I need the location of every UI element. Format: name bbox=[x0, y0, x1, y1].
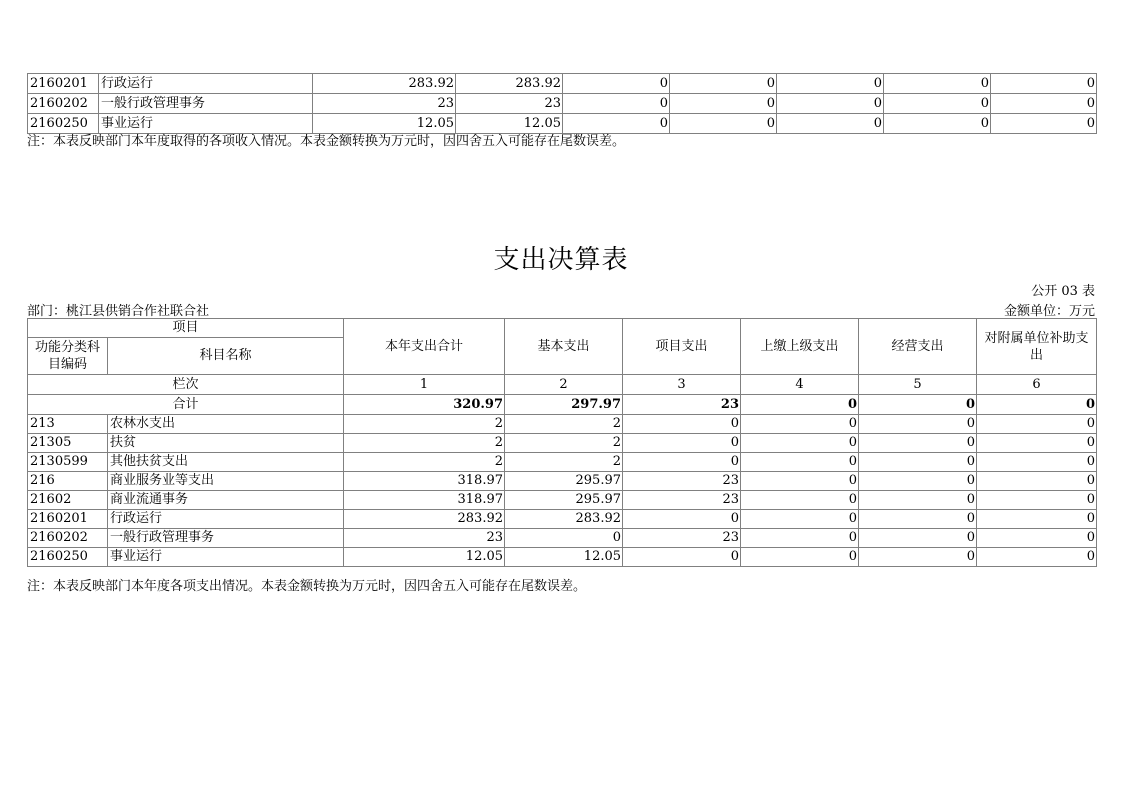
subject-code: 216 bbox=[28, 472, 108, 491]
subject-name: 行政运行 bbox=[99, 74, 313, 94]
amount-cell: 0 bbox=[563, 94, 670, 114]
subject-code: 21602 bbox=[28, 491, 108, 510]
amount-cell: 0 bbox=[741, 510, 859, 529]
table-row bbox=[28, 74, 1097, 94]
amount-cell: 283.92 bbox=[313, 74, 456, 94]
table-row bbox=[28, 415, 1097, 434]
amount-cell: 2 bbox=[344, 415, 505, 434]
table-row bbox=[28, 472, 1097, 491]
header-col-1: 本年支出合计 bbox=[344, 319, 505, 375]
amount-cell: 0 bbox=[977, 453, 1097, 472]
amount-cell: 0 bbox=[670, 94, 777, 114]
col-number: 3 bbox=[623, 375, 741, 395]
amount-cell: 0 bbox=[670, 114, 777, 134]
subject-code: 2160202 bbox=[28, 529, 108, 548]
subject-name: 农林水支出 bbox=[108, 415, 344, 434]
subject-name: 其他扶贫支出 bbox=[108, 453, 344, 472]
amount-cell: 23 bbox=[344, 529, 505, 548]
amount-cell: 0 bbox=[859, 491, 977, 510]
subject-code: 2160202 bbox=[28, 94, 99, 114]
amount-cell: 0 bbox=[859, 472, 977, 491]
table-row bbox=[28, 434, 1097, 453]
col-number: 1 bbox=[344, 375, 505, 395]
table-row bbox=[28, 529, 1097, 548]
amount-cell: 0 bbox=[777, 74, 884, 94]
col-number: 4 bbox=[741, 375, 859, 395]
amount-cell: 283.92 bbox=[505, 510, 623, 529]
table-row bbox=[28, 94, 1097, 114]
header-subject-name: 科目名称 bbox=[108, 338, 344, 375]
amount-cell: 23 bbox=[313, 94, 456, 114]
amount-cell: 23 bbox=[623, 472, 741, 491]
col-number: 5 bbox=[859, 375, 977, 395]
subject-name: 一般行政管理事务 bbox=[108, 529, 344, 548]
amount-cell: 0 bbox=[977, 491, 1097, 510]
amount-cell: 0 bbox=[884, 74, 991, 94]
amount-cell: 0 bbox=[741, 491, 859, 510]
header-func-code: 功能分类科目编码 bbox=[28, 338, 108, 375]
total-value: 0 bbox=[977, 395, 1097, 415]
header-lanci: 栏次 bbox=[28, 375, 344, 395]
amount-cell: 2 bbox=[344, 434, 505, 453]
amount-cell: 0 bbox=[991, 94, 1097, 114]
header-col-4: 上缴上级支出 bbox=[741, 319, 859, 375]
amount-cell: 0 bbox=[859, 510, 977, 529]
amount-cell: 0 bbox=[977, 529, 1097, 548]
subject-name: 事业运行 bbox=[108, 548, 344, 567]
total-value: 320.97 bbox=[344, 395, 505, 415]
amount-cell: 0 bbox=[623, 548, 741, 567]
department-label: 部门：桃江县供销合作社联合社 bbox=[27, 304, 210, 319]
subject-name: 商业服务业等支出 bbox=[108, 472, 344, 491]
amount-cell: 0 bbox=[977, 472, 1097, 491]
amount-cell: 0 bbox=[991, 114, 1097, 134]
subject-code: 2160201 bbox=[28, 510, 108, 529]
amount-cell: 0 bbox=[741, 453, 859, 472]
amount-cell: 0 bbox=[991, 74, 1097, 94]
amount-cell: 12.05 bbox=[456, 114, 563, 134]
total-label: 合计 bbox=[28, 395, 344, 415]
amount-cell: 0 bbox=[977, 434, 1097, 453]
amount-cell: 318.97 bbox=[344, 491, 505, 510]
amount-cell: 0 bbox=[977, 548, 1097, 567]
amount-cell: 0 bbox=[623, 434, 741, 453]
amount-cell: 0 bbox=[977, 510, 1097, 529]
header-col-6: 对附属单位补助支出 bbox=[977, 319, 1097, 375]
amount-cell: 0 bbox=[623, 453, 741, 472]
table-row bbox=[28, 548, 1097, 567]
amount-cell: 23 bbox=[456, 94, 563, 114]
header-col-5: 经营支出 bbox=[859, 319, 977, 375]
income-table-tail bbox=[27, 73, 1097, 134]
amount-cell: 283.92 bbox=[456, 74, 563, 94]
subject-code: 2160250 bbox=[28, 114, 99, 134]
total-value: 297.97 bbox=[505, 395, 623, 415]
amount-cell: 12.05 bbox=[505, 548, 623, 567]
amount-cell: 0 bbox=[741, 415, 859, 434]
amount-cell: 23 bbox=[623, 491, 741, 510]
income-note: 注：本表反映部门本年度取得的各项收入情况。本表金额转换为万元时，因四舍五入可能存在尾数误差。 bbox=[27, 134, 626, 149]
amount-cell: 295.97 bbox=[505, 491, 623, 510]
expenditure-table bbox=[27, 318, 1097, 567]
subject-name: 行政运行 bbox=[108, 510, 344, 529]
amount-cell: 0 bbox=[505, 529, 623, 548]
amount-cell: 0 bbox=[859, 453, 977, 472]
total-value: 0 bbox=[859, 395, 977, 415]
amount-cell: 2 bbox=[505, 415, 623, 434]
amount-cell: 0 bbox=[977, 415, 1097, 434]
amount-cell: 0 bbox=[563, 74, 670, 94]
subject-name: 商业流通事务 bbox=[108, 491, 344, 510]
table-row bbox=[28, 491, 1097, 510]
amount-cell: 0 bbox=[623, 510, 741, 529]
amount-cell: 0 bbox=[859, 415, 977, 434]
amount-cell: 283.92 bbox=[344, 510, 505, 529]
subject-code: 2130599 bbox=[28, 453, 108, 472]
amount-cell: 318.97 bbox=[344, 472, 505, 491]
amount-cell: 0 bbox=[623, 415, 741, 434]
amount-cell: 0 bbox=[670, 74, 777, 94]
subject-code: 21305 bbox=[28, 434, 108, 453]
col-number: 6 bbox=[977, 375, 1097, 395]
amount-cell: 23 bbox=[623, 529, 741, 548]
amount-cell: 12.05 bbox=[313, 114, 456, 134]
amount-cell: 0 bbox=[777, 114, 884, 134]
table-row bbox=[28, 510, 1097, 529]
table-row bbox=[28, 114, 1097, 134]
amount-cell: 0 bbox=[859, 529, 977, 548]
amount-cell: 295.97 bbox=[505, 472, 623, 491]
subject-name: 扶贫 bbox=[108, 434, 344, 453]
page-title: 支出决算表 bbox=[493, 245, 629, 275]
expenditure-note: 注：本表反映部门本年度各项支出情况。本表金额转换为万元时，因四舍五入可能存在尾数误差。 bbox=[27, 579, 587, 594]
form-number: 公开 03 表 bbox=[1031, 284, 1095, 299]
total-value: 23 bbox=[623, 395, 741, 415]
amount-cell: 0 bbox=[884, 114, 991, 134]
header-col-2: 基本支出 bbox=[505, 319, 623, 375]
amount-cell: 0 bbox=[777, 94, 884, 114]
subject-name: 事业运行 bbox=[99, 114, 313, 134]
amount-cell: 0 bbox=[741, 529, 859, 548]
subject-code: 2160250 bbox=[28, 548, 108, 567]
amount-cell: 2 bbox=[505, 434, 623, 453]
amount-unit-label: 金额单位：万元 bbox=[1003, 304, 1095, 319]
amount-cell: 0 bbox=[741, 434, 859, 453]
col-number: 2 bbox=[505, 375, 623, 395]
subject-code: 213 bbox=[28, 415, 108, 434]
amount-cell: 0 bbox=[741, 472, 859, 491]
amount-cell: 0 bbox=[859, 434, 977, 453]
amount-cell: 0 bbox=[884, 94, 991, 114]
header-col-3: 项目支出 bbox=[623, 319, 741, 375]
amount-cell: 2 bbox=[344, 453, 505, 472]
total-row bbox=[28, 395, 1097, 415]
subject-name: 一般行政管理事务 bbox=[99, 94, 313, 114]
amount-cell: 2 bbox=[505, 453, 623, 472]
total-value: 0 bbox=[741, 395, 859, 415]
subject-code: 2160201 bbox=[28, 74, 99, 94]
amount-cell: 0 bbox=[859, 548, 977, 567]
header-item: 项目 bbox=[28, 319, 344, 338]
amount-cell: 0 bbox=[741, 548, 859, 567]
amount-cell: 0 bbox=[563, 114, 670, 134]
table-row bbox=[28, 453, 1097, 472]
amount-cell: 12.05 bbox=[344, 548, 505, 567]
